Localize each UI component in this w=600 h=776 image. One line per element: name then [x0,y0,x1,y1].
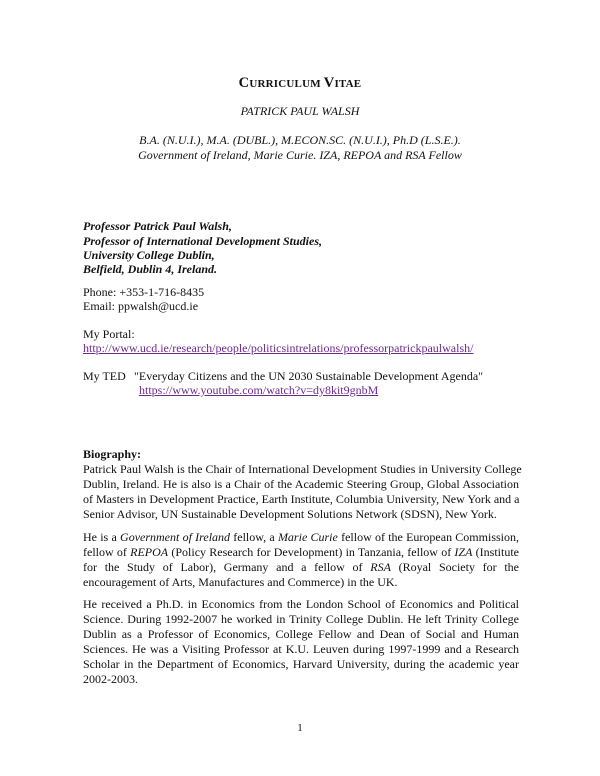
text-line: fellow of REPOA (Policy Research for Development) in Tanzania, fellow of IZA (Institute [83,545,519,559]
text-line: He is a Government of Ireland fellow, a Marie Curie fellow of the European Commission, [83,530,519,544]
text-line: Patrick Paul Walsh is the Chair of International Development Studies in University College [83,462,522,476]
degrees-line: B.A. (N.U.I.), M.A. (DUBL.), M.ECON.SC. (N.U.I.), Ph.D (L.S.E.). [139,133,461,147]
address-line-4: Belfield, Dublin 4, Ireland. [83,262,218,276]
text-line: Scholar in the Department of Economics, Harvard University, during the academic year [83,657,519,671]
biography-paragraph-2 [83,530,519,590]
fellowships-line: Government of Ireland, Marie Curie. IZA, REPOA and RSA Fellow [138,148,462,162]
ted-link-wrap [139,383,378,398]
text-line: for the Study of Labor), Germany and a fellow of RSA (Royal Society for the [83,560,519,574]
text-line: encouragement of Arts, Manufactures and Commerce) in the UK. [83,575,398,589]
address-line-3: University College Dublin, [83,248,215,262]
address-line-2: Professor of International Development Studies, [83,234,323,248]
address-line-1: Professor Patrick Paul Walsh, [83,219,232,233]
ted-title: "Everyday Citizens and the UN 2030 Sustainable Development Agenda" [134,369,484,383]
biography-paragraph-1 [83,462,522,522]
author-name: PATRICK PAUL WALSH [240,104,360,118]
portal-link-wrap [83,341,473,356]
portal-link[interactable]: http://www.ucd.ie/research/people/politicsintrelations/professorpatrickpaulwalsh/ [83,341,474,355]
email-text: Email: ppwalsh@ucd.ie [83,299,199,313]
portal-label: My Portal: [83,327,135,341]
ted-label: My TED [83,369,126,383]
text-line: 2002-2003. [83,672,138,686]
biography-heading: Biography: [83,447,142,461]
biography-paragraph-3 [83,597,519,687]
text-line: He received a Ph.D. in Economics from the London School of Economics and Political [83,597,519,611]
text-line: Sciences. He was a Visiting Professor at K.U. Leuven during 1997-1999 and a Research [83,642,519,656]
text-line: of Masters in Development Practice, Earth Institute, Columbia University, New York and a [83,492,520,506]
text-line: Dublin as a Professor of Economics, College Fellow and Dean of Social and Human [83,627,519,641]
document-title: CURRICULUM VITAE [238,75,362,91]
page-number: 1 [297,722,303,734]
text-line: Dublin, Ireland. He is also is a Chair of the Academic Steering Group, Global Association [83,477,519,491]
ted-link[interactable]: https://www.youtube.com/watch?v=dy8kit9gnbM [139,383,379,397]
text-line: Senior Advisor, UN Sustainable Development Solutions Network (SDSN), New York. [83,507,497,521]
text-line: Science. During 1992-2007 he worked in Trinity College Dublin. He left Trinity College [83,612,519,626]
phone-text: Phone: +353-1-716-8435 [83,285,205,299]
